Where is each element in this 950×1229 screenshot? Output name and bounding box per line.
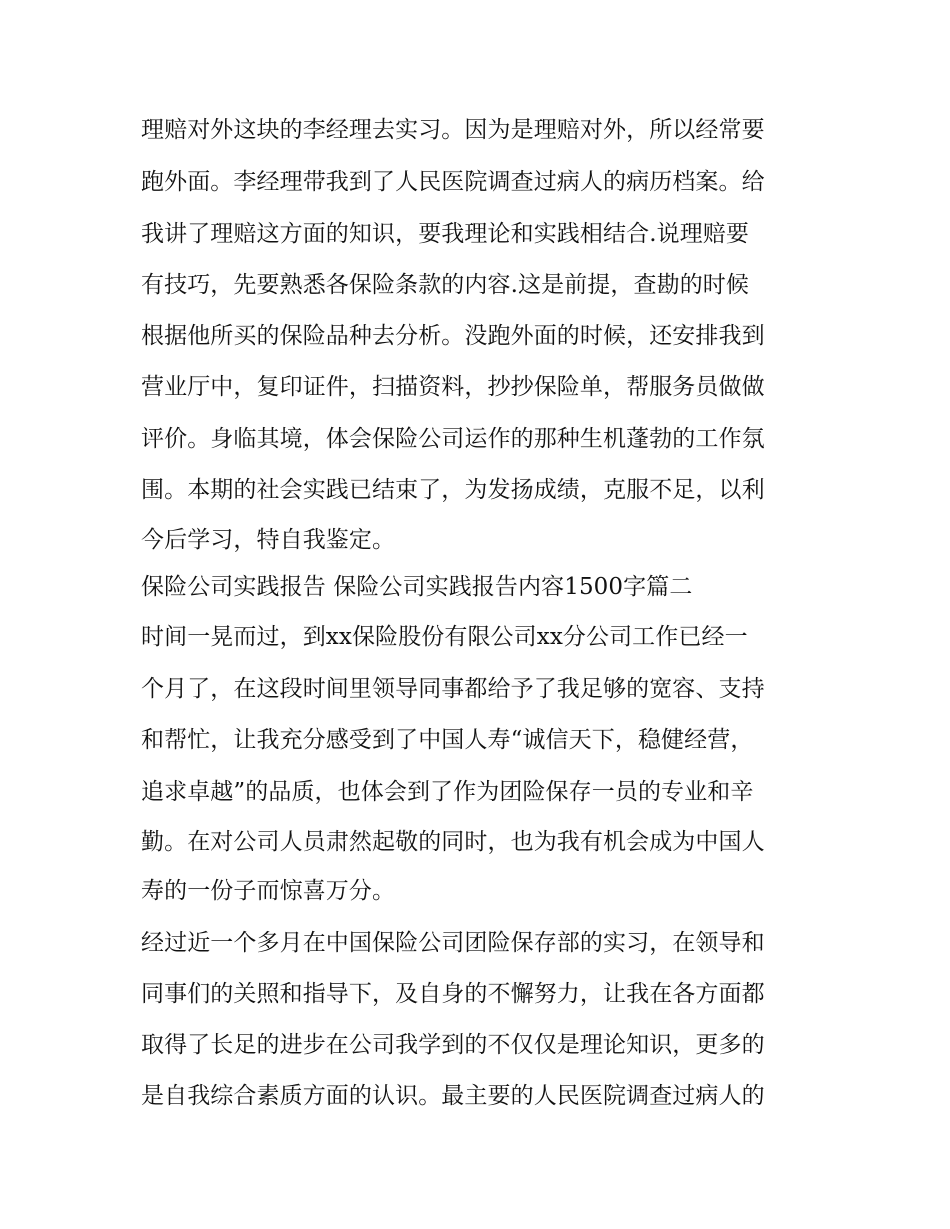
text-line: 理赔对外这块的李经理去实习。因为是理赔对外，所以经常要	[141, 117, 765, 143]
text-line: 经过近一个多月在中国保险公司团险保存部的实习，在领导和	[141, 930, 765, 956]
text-line: 有技巧，先要熟悉各保险条款的内容.这是前提，查勘的时候	[141, 272, 750, 298]
text-line: 跑外面。李经理带我到了人民医院调查过病人的病历档案。给	[141, 169, 765, 195]
text-line: 勤。在对公司人员肃然起敬的同时，也为我有机会成为中国人	[141, 829, 765, 855]
text-line: 评价。身临其境，体会保险公司运作的那种生机蓬勃的工作氛	[141, 426, 765, 452]
text-line: 今后学习，特自我鉴定。	[141, 527, 396, 553]
text-line: 和帮忙，让我充分感受到了中国人寿“诚信天下，稳健经营，	[141, 727, 754, 753]
text-line: 个月了，在这段时间里领导同事都给予了我足够的宽容、支持	[141, 676, 765, 702]
text-line: 追求卓越”的品质，也体会到了作为团险保存一员的专业和辛	[141, 779, 754, 805]
text-line: 同事们的关照和指导下，及自身的不懈努力，让我在各方面都	[141, 981, 765, 1007]
text-line: 取得了长足的进步在公司我学到的不仅仅是理论知识，更多的	[141, 1032, 765, 1058]
text-line: 营业厅中，复印证件，扫描资料，抄抄保险单，帮服务员做做	[141, 374, 765, 400]
text-line: 寿的一份子而惊喜万分。	[141, 878, 396, 904]
text-line: 根据他所买的保险品种去分析。没跑外面的时候，还安排我到	[141, 323, 765, 349]
section-heading: 保险公司实践报告 保险公司实践报告内容1500字篇二	[141, 574, 693, 600]
text-line: 是自我综合素质方面的认识。最主要的人民医院调查过病人的	[141, 1083, 765, 1109]
text-line: 我讲了理赔这方面的知识，要我理论和实践相结合.说理赔要	[141, 221, 750, 247]
text-line: 时间一晃而过，到xx保险股份有限公司xx分公司工作已经一	[141, 624, 748, 650]
text-line: 围。本期的社会实践已结束了，为发扬成绩，克服不足，以利	[141, 477, 765, 503]
